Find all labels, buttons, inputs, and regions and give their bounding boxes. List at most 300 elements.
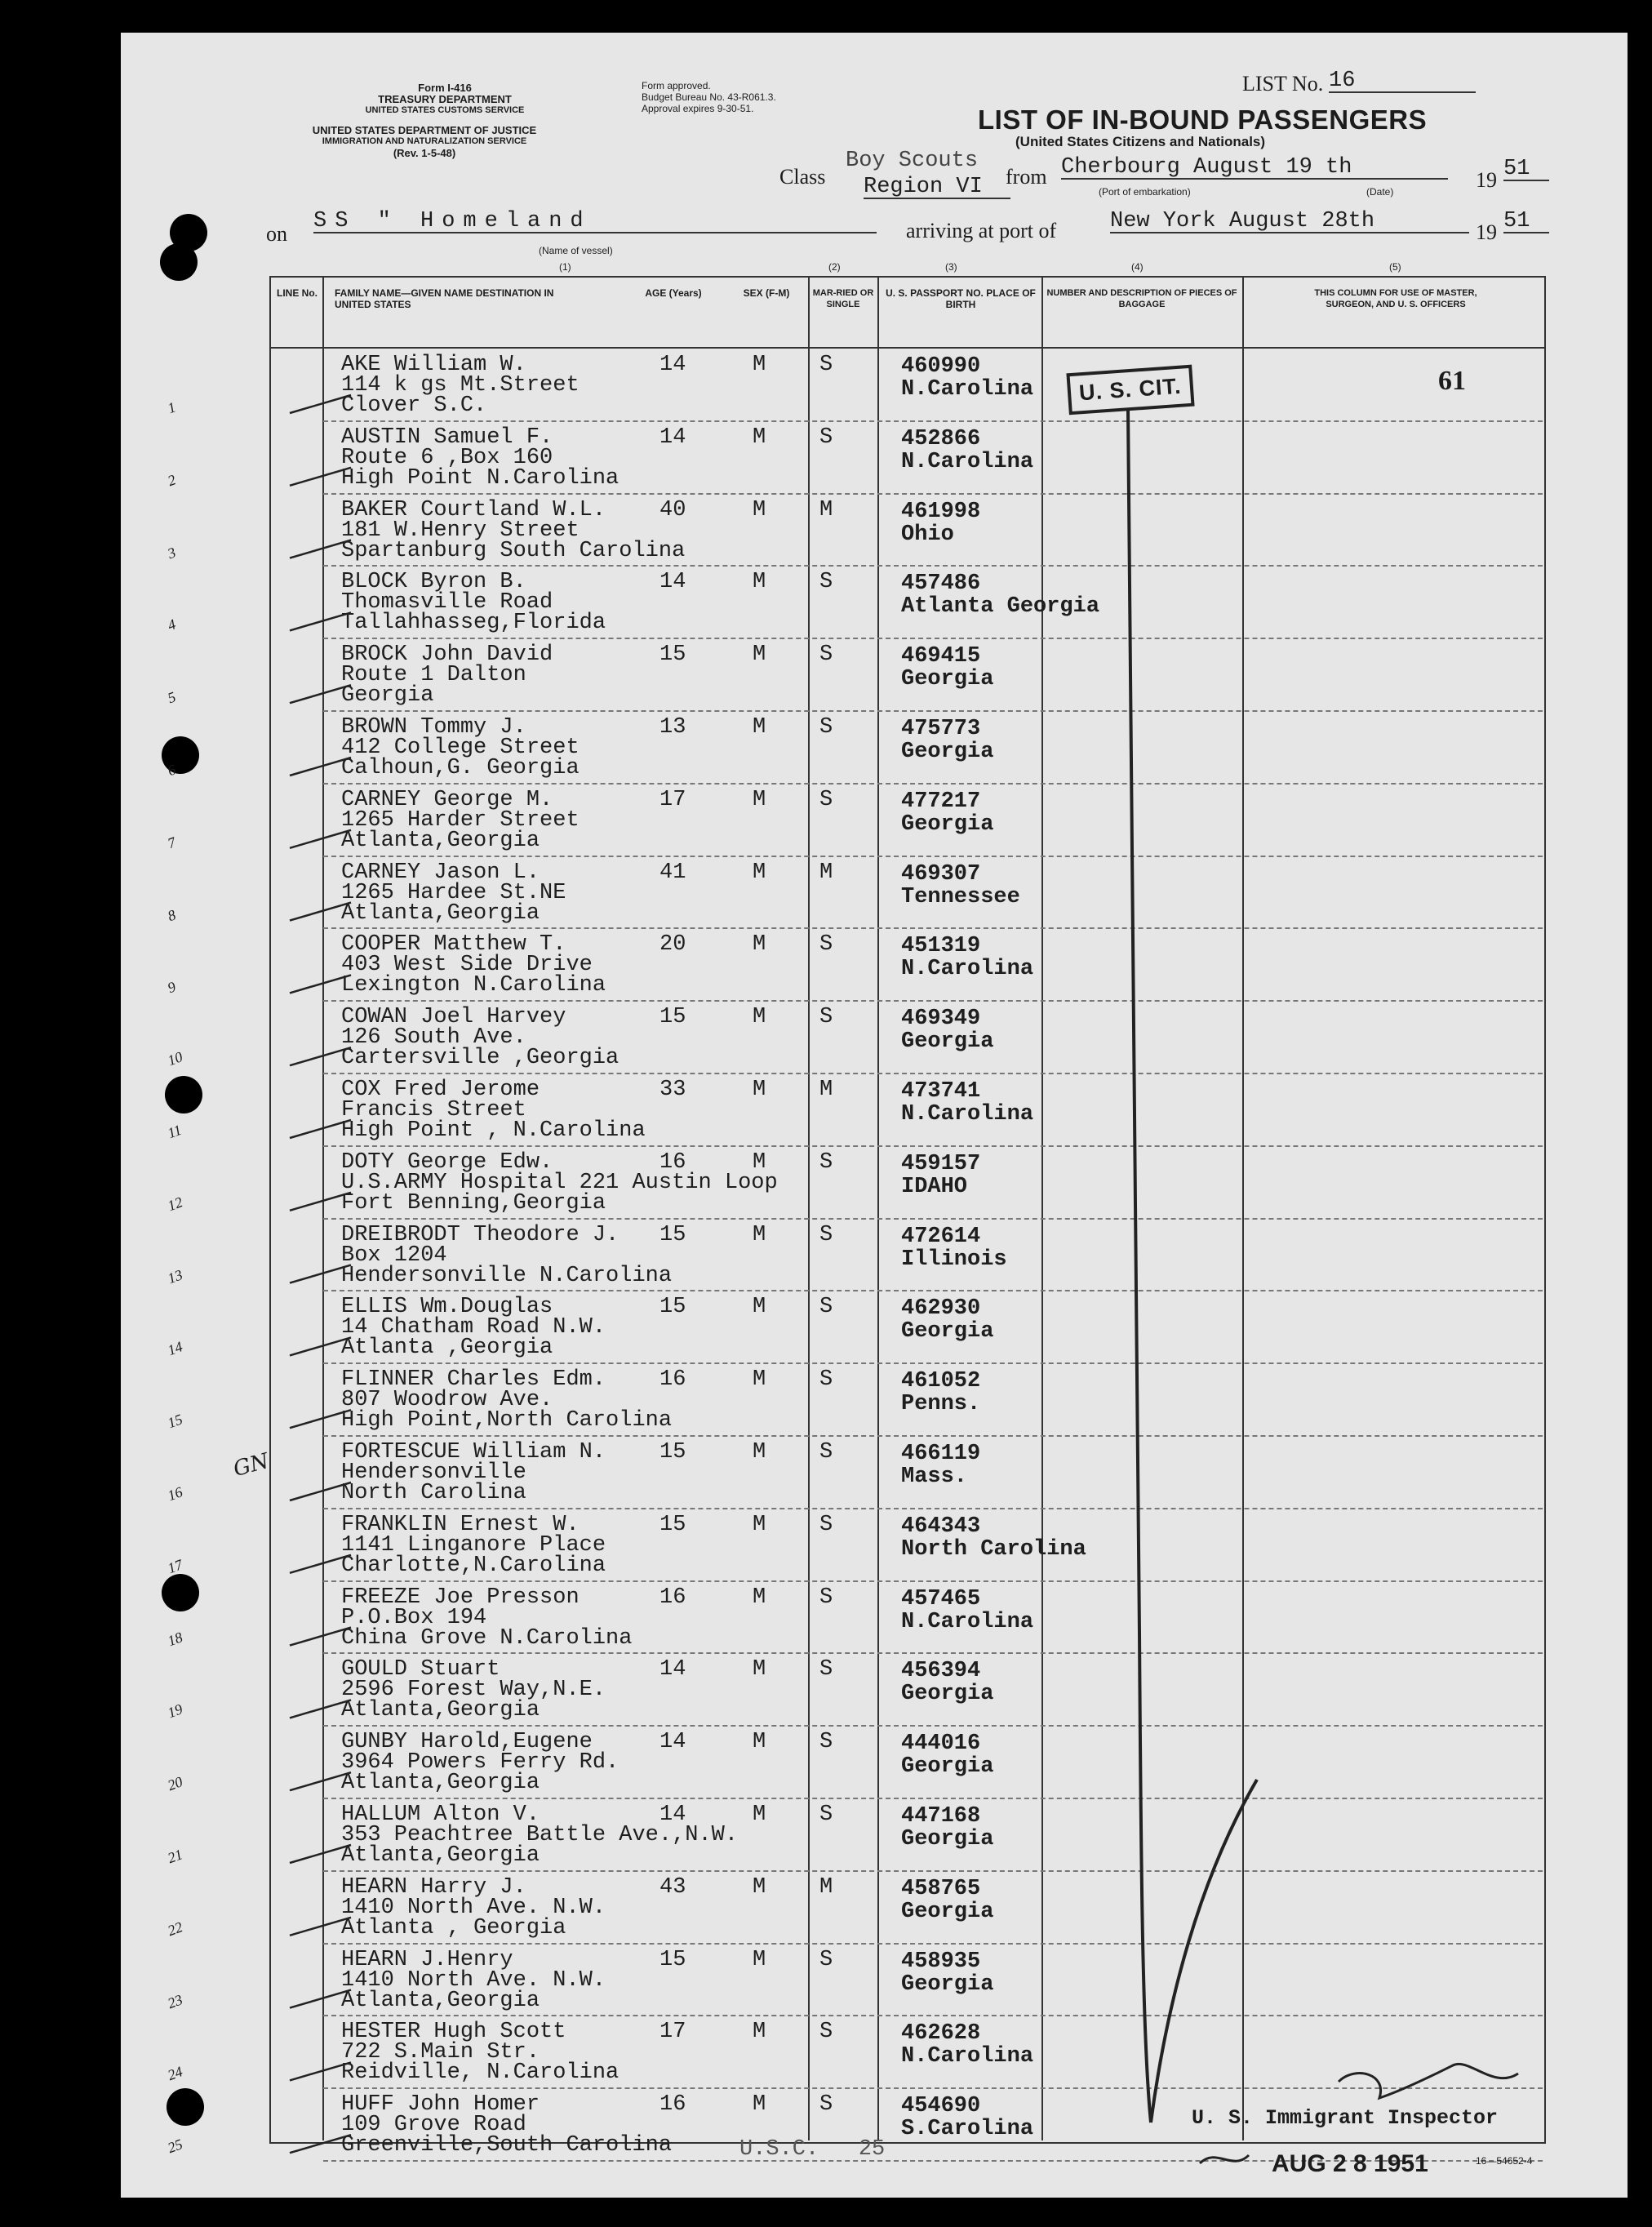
passenger-city: Atlanta,Georgia [341, 1698, 540, 1723]
line-number: 22 [165, 1918, 185, 1940]
passenger-sex: M [753, 570, 766, 595]
passport-number: 457465 [901, 1586, 981, 1611]
table-row [323, 1073, 1543, 1074]
passenger-sex: M [753, 642, 766, 668]
passenger-name: GUNBY Harold,Eugene [341, 1730, 593, 1755]
marital-status: S [819, 1440, 833, 1465]
class-value-2: Region VI [864, 176, 1010, 199]
passport-number: 464343 [901, 1514, 981, 1539]
passenger-city: High Point,North Carolina [341, 1408, 673, 1434]
passport-number: 447168 [901, 1804, 981, 1829]
passenger-city: Clover S.C. [341, 393, 487, 418]
table-row [323, 1362, 1543, 1364]
passenger-name: AKE William W. [341, 353, 526, 377]
place-of-birth: Georgia [901, 1899, 994, 1924]
passenger-city: Atlanta , Georgia [341, 1915, 566, 1940]
col-header-age: AGE (Years) [645, 287, 702, 299]
passenger-name: HEARN J.Henry [341, 1947, 513, 1972]
table-row [323, 2015, 1543, 2016]
date-stamp: AUG 2 8 1951 [1272, 2150, 1428, 2177]
line-number: 8 [165, 905, 178, 924]
place-of-birth: S.Carolina [901, 2117, 1034, 2142]
line-number: 6 [165, 761, 178, 780]
place-of-birth: N.Carolina [901, 377, 1034, 402]
passenger-sex: M [753, 1222, 766, 1247]
passenger-address: Hendersonville [341, 1460, 526, 1485]
passenger-age: 15 [659, 1440, 686, 1465]
table-row [323, 638, 1543, 639]
table-row [323, 927, 1543, 929]
table-row [323, 420, 1543, 422]
arriving-label: arriving at port of [906, 219, 1057, 242]
marital-status: S [819, 1657, 833, 1682]
passenger-age: 15 [659, 1005, 686, 1030]
line-number: 19 [165, 1700, 185, 1722]
revision-date: (Rev. 1-5-48) [393, 147, 456, 159]
passenger-address: Thomasville Road [341, 590, 553, 616]
place-of-birth: Georgia [901, 1971, 994, 1997]
place-of-birth: Georgia [901, 811, 994, 837]
passenger-city: North Carolina [341, 1481, 526, 1505]
passenger-address: 1265 Hardee St.NE [341, 880, 566, 905]
passenger-age: 43 [659, 1874, 686, 1900]
passenger-sex: M [753, 353, 766, 377]
passenger-city: Atlanta,Georgia [341, 900, 540, 926]
passenger-age: 16 [659, 1367, 686, 1393]
passenger-sex: M [753, 1078, 766, 1102]
passenger-address: 807 Woodrow Ave. [341, 1388, 553, 1413]
line-number: 13 [165, 1265, 185, 1287]
place-of-birth: N.Carolina [901, 2044, 1034, 2069]
passenger-age: 15 [659, 1295, 686, 1320]
passenger-name: BROWN Tommy J. [341, 715, 526, 740]
passenger-age: 16 [659, 2092, 686, 2118]
class-label: Class [779, 165, 826, 189]
line-number: 7 [165, 833, 178, 852]
line-number: 1 [165, 398, 178, 417]
line-number: 16 [165, 1483, 185, 1505]
col-header-officers: THIS COLUMN FOR USE OF MASTER, SURGEON, AND U. S. OFFICERS [1314, 288, 1477, 309]
passenger-address: 3964 Powers Ferry Rd. [341, 1750, 620, 1776]
line-number: 9 [165, 978, 178, 997]
marital-status: S [819, 1367, 833, 1393]
passenger-sex: M [753, 1005, 766, 1030]
passenger-name: ELLIS Wm.Douglas [341, 1295, 553, 1320]
col-num-2: (2) [828, 261, 841, 273]
treasury-department: TREASURY DEPARTMENT [378, 93, 512, 105]
punch-hole [162, 1574, 199, 1611]
passenger-sex: M [753, 1802, 766, 1827]
passenger-count: 61 [1438, 366, 1466, 396]
passport-number: 473741 [901, 1079, 981, 1104]
passenger-address: 353 Peachtree Battle Ave.,N.W. [341, 1823, 739, 1847]
passenger-name: COX Fred Jerome [341, 1078, 540, 1102]
marital-status: M [819, 497, 833, 522]
passenger-address: 403 West Side Drive [341, 953, 593, 978]
passport-number: 457486 [901, 571, 981, 597]
inspector-label: U. S. Immigrant Inspector [1192, 2106, 1499, 2130]
marital-status: S [819, 1947, 833, 1972]
col-num-5: (5) [1389, 261, 1401, 273]
passenger-age: 16 [659, 1585, 686, 1610]
passenger-address: Francis Street [341, 1098, 526, 1122]
list-no-label: LIST No. [1242, 72, 1324, 96]
punch-hole [165, 1076, 202, 1114]
passenger-name: COWAN Joel Harvey [341, 1005, 566, 1030]
table-row [323, 783, 1543, 785]
passenger-sex: M [753, 787, 766, 812]
table-row [323, 1652, 1543, 1654]
passenger-address: Route 1 Dalton [341, 663, 526, 688]
place-of-birth: Georgia [901, 740, 994, 764]
marital-status: S [819, 1585, 833, 1610]
col-divider [808, 278, 810, 2140]
passenger-name: AUSTIN Samuel F. [341, 425, 553, 450]
passport-number: 469349 [901, 1007, 981, 1032]
passenger-address: 181 W.Henry Street [341, 518, 580, 543]
passenger-sex: M [753, 860, 766, 885]
from-label: from [1006, 165, 1047, 189]
vessel-hint: (Name of vessel) [539, 245, 613, 256]
table-row [323, 1000, 1543, 1002]
passenger-name: HESTER Hugh Scott [341, 2020, 566, 2045]
marital-status: S [819, 932, 833, 958]
passenger-city: Greenville,South Carolina [341, 2133, 673, 2158]
list-no-value: 16 [1329, 70, 1476, 93]
marital-status: S [819, 1802, 833, 1827]
col-divider [1041, 278, 1043, 2140]
year-2: 51 [1503, 211, 1549, 233]
passenger-sex: M [753, 2020, 766, 2045]
col-divider [1242, 278, 1244, 2140]
line-number: 20 [165, 1773, 185, 1794]
margin-note: GN [230, 1448, 272, 1482]
passenger-address: U.S.ARMY Hospital 221 Austin Loop [341, 1170, 778, 1195]
col-num-1: (1) [559, 261, 571, 273]
place-of-birth: Illinois [901, 1247, 1007, 1272]
naturalization-service: IMMIGRATION AND NATURALIZATION SERVICE [322, 136, 527, 146]
from-value: Cherbourg August 19 th [1061, 157, 1448, 180]
passenger-age: 14 [659, 353, 686, 377]
passenger-name: FLINNER Charles Edm. [341, 1367, 606, 1393]
passport-number: 466119 [901, 1442, 981, 1466]
marital-status: S [819, 570, 833, 595]
line-number: 4 [165, 616, 178, 634]
passenger-sex: M [753, 1730, 766, 1755]
marital-status: M [819, 1874, 833, 1900]
passenger-address: 722 S.Main Str. [341, 2040, 540, 2065]
passenger-city: Lexington N.Carolina [341, 973, 606, 998]
marital-status: S [819, 1512, 833, 1537]
passenger-name: GOULD Stuart [341, 1657, 500, 1682]
passenger-age: 41 [659, 860, 686, 885]
passport-number: 475773 [901, 717, 981, 741]
passenger-address: 1410 North Ave. N.W. [341, 1967, 606, 1993]
passenger-name: DREIBRODT Theodore J. [341, 1222, 620, 1247]
passenger-city: High Point , N.Carolina [341, 1118, 646, 1143]
passport-number: 451319 [901, 934, 981, 959]
col-divider [877, 278, 879, 2140]
passenger-name: FRANKLIN Ernest W. [341, 1512, 580, 1537]
form-approved: Form approved. [642, 80, 711, 91]
marital-status: S [819, 1149, 833, 1175]
line-number: 11 [165, 1121, 184, 1142]
place-of-birth: N.Carolina [901, 1102, 1034, 1127]
passport-number: 469415 [901, 644, 981, 669]
passenger-city: High Point N.Carolina [341, 465, 620, 491]
col-divider [322, 278, 324, 2140]
passenger-address: 109 Grove Road [341, 2113, 526, 2138]
table-row [323, 1435, 1543, 1437]
passenger-city: Atlanta,Georgia [341, 828, 540, 853]
total-count: U.S.C. 25 [739, 2137, 886, 2162]
passenger-sex: M [753, 932, 766, 958]
passenger-sex: M [753, 1295, 766, 1320]
table-row [323, 565, 1543, 567]
passenger-age: 17 [659, 787, 686, 812]
table-row [323, 1580, 1543, 1582]
passport-number: 452866 [901, 426, 981, 451]
passenger-address: P.O.Box 194 [341, 1605, 487, 1630]
passenger-name: HALLUM Alton V. [341, 1802, 540, 1827]
place-of-birth: Mass. [901, 1465, 968, 1489]
col-header-line: LINE No. [277, 287, 318, 299]
passenger-name: BAKER Courtland W.L. [341, 497, 606, 522]
place-of-birth: Georgia [901, 1682, 994, 1707]
passenger-city: Charlotte,N.Carolina [341, 1553, 606, 1578]
place-of-birth: Atlanta Georgia [901, 594, 1100, 620]
passenger-age: 14 [659, 1802, 686, 1827]
passenger-city: Cartersville ,Georgia [341, 1046, 620, 1071]
page-subtitle: (United States Citizens and Nationals) [1015, 134, 1266, 149]
passenger-sex: M [753, 425, 766, 450]
passenger-name: BROCK John David [341, 642, 553, 668]
passenger-city: Spartanburg South Carolina [341, 538, 686, 563]
passenger-sex: M [753, 1149, 766, 1175]
passenger-address: 412 College Street [341, 736, 580, 760]
passenger-city: Georgia [341, 683, 434, 709]
us-citizen-stamp: U. S. CIT. [1066, 365, 1194, 416]
line-number: 25 [165, 2136, 185, 2157]
table-row [323, 856, 1543, 857]
port-embarkation-hint: (Port of embarkation) [1099, 186, 1191, 198]
line-number: 12 [165, 1194, 185, 1215]
marital-status: S [819, 1730, 833, 1755]
passenger-sex: M [753, 1874, 766, 1900]
table-row [323, 1508, 1543, 1509]
passenger-city: Reidville, N.Carolina [341, 2060, 620, 2086]
place-of-birth: Penns. [901, 1392, 981, 1417]
passenger-address: 114 k gs Mt.Street [341, 373, 580, 398]
passport-number: 461998 [901, 499, 981, 524]
place-of-birth: North Carolina [901, 1536, 1086, 1562]
col-header-name: FAMILY NAME—GIVEN NAME DESTINATION IN UNITED STATES [335, 287, 554, 310]
place-of-birth: Georgia [901, 1827, 994, 1851]
table-row [323, 493, 1543, 495]
passenger-sex: M [753, 1585, 766, 1610]
place-of-birth: Georgia [901, 1319, 994, 1345]
passenger-address: Route 6 ,Box 160 [341, 445, 553, 470]
passenger-sex: M [753, 1440, 766, 1465]
marital-status: S [819, 642, 833, 668]
passenger-city: Calhoun,G. Georgia [341, 756, 580, 780]
marital-status: S [819, 715, 833, 740]
passport-number: 459157 [901, 1151, 981, 1176]
passenger-city: Tallahhasseg,Florida [341, 611, 606, 636]
passenger-address: 126 South Ave. [341, 1025, 526, 1051]
place-of-birth: N.Carolina [901, 449, 1034, 474]
budget-bureau: Budget Bureau No. 43-R061.3. [642, 91, 776, 103]
passenger-age: 15 [659, 642, 686, 668]
line-number: 10 [165, 1048, 185, 1069]
passenger-age: 40 [659, 497, 686, 522]
marital-status: M [819, 1078, 833, 1102]
place-of-birth: Ohio [901, 522, 954, 547]
table-row [323, 1798, 1543, 1799]
line-number: 15 [165, 1411, 185, 1432]
table-row [323, 1218, 1543, 1220]
passenger-age: 13 [659, 715, 686, 740]
place-of-birth: N.Carolina [901, 957, 1034, 982]
page-title: LIST OF IN-BOUND PASSENGERS [978, 104, 1428, 135]
passport-number: 458935 [901, 1949, 981, 1974]
passenger-name: COOPER Matthew T. [341, 932, 566, 958]
passport-number: 477217 [901, 789, 981, 814]
passenger-age: 16 [659, 1149, 686, 1175]
marital-status: S [819, 2092, 833, 2118]
passenger-name: DOTY George Edw. [341, 1149, 553, 1175]
passenger-address: 1410 North Ave. N.W. [341, 1895, 606, 1920]
col-header-passport: U. S. PASSPORT NO. PLACE OF BIRTH [886, 287, 1036, 310]
passenger-name: HUFF John Homer [341, 2092, 540, 2118]
col-header-baggage: NUMBER AND DESCRIPTION OF PIECES OF BAGGAGE [1046, 288, 1237, 309]
line-number: 21 [165, 1846, 185, 1867]
passenger-city: Atlanta,Georgia [341, 1988, 540, 2013]
marital-status: S [819, 787, 833, 812]
passport-number: 444016 [901, 1731, 981, 1757]
year-prefix-2: 19 [1476, 220, 1497, 244]
passenger-sex: M [753, 497, 766, 522]
passenger-age: 15 [659, 1947, 686, 1972]
passport-number: 462628 [901, 2021, 981, 2047]
passenger-name: CARNEY George M. [341, 787, 553, 812]
col-header-married: MAR-RIED OR SINGLE [812, 288, 874, 309]
passenger-age: 15 [659, 1512, 686, 1537]
passenger-age: 14 [659, 425, 686, 450]
passenger-name: FORTESCUE William N. [341, 1440, 606, 1465]
passenger-age: 33 [659, 1078, 686, 1102]
line-number: 17 [165, 1556, 185, 1577]
passenger-name: HEARN Harry J. [341, 1874, 526, 1900]
marital-status: S [819, 425, 833, 450]
marital-status: M [819, 860, 833, 885]
place-of-birth: N.Carolina [901, 1609, 1034, 1634]
marital-status: S [819, 1005, 833, 1030]
table-row [323, 2087, 1543, 2089]
passenger-sex: M [753, 715, 766, 740]
on-label: on [266, 222, 287, 246]
passenger-sex: M [753, 1512, 766, 1537]
marital-status: S [819, 2020, 833, 2045]
line-number: 14 [165, 1338, 185, 1359]
passenger-address: 2596 Forest Way,N.E. [341, 1678, 606, 1703]
passenger-age: 14 [659, 1657, 686, 1682]
place-of-birth: IDAHO [901, 1174, 968, 1199]
passenger-name: BLOCK Byron B. [341, 570, 526, 595]
line-number: 2 [165, 471, 178, 490]
table-row [323, 1943, 1543, 1945]
col-num-3: (3) [945, 261, 957, 273]
passport-number: 458765 [901, 1876, 981, 1901]
marital-status: S [819, 1295, 833, 1320]
form-number: Form I-416 [418, 82, 472, 94]
passenger-age: 14 [659, 1730, 686, 1755]
passenger-city: Hendersonville N.Carolina [341, 1263, 673, 1288]
line-number: 3 [165, 543, 178, 562]
passport-number: 460990 [901, 354, 981, 379]
passenger-sex: M [753, 1657, 766, 1682]
date-hint: (Date) [1366, 186, 1394, 198]
table-row [323, 1145, 1543, 1147]
passenger-age: 14 [659, 570, 686, 595]
passenger-city: Atlanta ,Georgia [341, 1336, 553, 1361]
year-prefix-1: 19 [1476, 168, 1497, 192]
table-row [323, 1725, 1543, 1727]
passenger-address: 14 Chatham Road N.W. [341, 1315, 606, 1340]
passenger-name: FREEZE Joe Presson [341, 1585, 580, 1610]
col-num-4: (4) [1131, 261, 1144, 273]
passenger-name: CARNEY Jason L. [341, 860, 540, 885]
passenger-sex: M [753, 1947, 766, 1972]
passenger-city: Atlanta,Georgia [341, 1843, 540, 1868]
marital-status: S [819, 1222, 833, 1247]
customs-service: UNITED STATES CUSTOMS SERVICE [365, 105, 525, 115]
passenger-address: Box 1204 [341, 1242, 447, 1268]
table-header-rule [269, 347, 1544, 349]
arrival-value: New York August 28th [1110, 211, 1469, 233]
line-number: 24 [165, 2063, 185, 2084]
passenger-city: Fort Benning,Georgia [341, 1190, 606, 1216]
place-of-birth: Georgia [901, 1029, 994, 1055]
passport-number: 454690 [901, 2094, 981, 2119]
table-row [323, 710, 1543, 712]
passport-number: 456394 [901, 1659, 981, 1684]
line-number: 23 [165, 1990, 185, 2011]
passport-number: 472614 [901, 1224, 981, 1249]
passenger-address: 1141 Linganore Place [341, 1532, 606, 1558]
line-number: 5 [165, 688, 178, 707]
table-row [323, 1870, 1543, 1872]
approval-expires: Approval expires 9-30-51. [642, 103, 754, 114]
punch-hole [160, 243, 198, 281]
table-row [323, 1290, 1543, 1291]
place-of-birth: Tennessee [901, 884, 1020, 909]
col-header-sex: SEX (F-M) [743, 287, 790, 299]
passenger-sex: M [753, 1367, 766, 1393]
passenger-age: 15 [659, 1222, 686, 1247]
place-of-birth: Georgia [901, 667, 994, 692]
passenger-city: Atlanta,Georgia [341, 1771, 540, 1796]
marital-status: S [819, 353, 833, 377]
place-of-birth: Georgia [901, 1754, 994, 1780]
passenger-age: 17 [659, 2020, 686, 2045]
form-code: 16—54652-4 [1476, 2155, 1533, 2167]
passenger-city: China Grove N.Carolina [341, 1625, 633, 1651]
passport-number: 469307 [901, 861, 981, 887]
year-1: 51 [1503, 158, 1549, 181]
punch-hole [167, 2088, 204, 2126]
passenger-age: 20 [659, 932, 686, 958]
